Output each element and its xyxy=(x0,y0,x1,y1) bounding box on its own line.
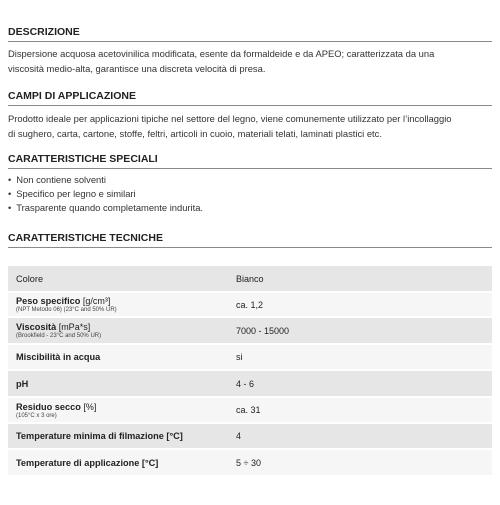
table-row xyxy=(8,397,492,423)
property-unit: [g/cm³] xyxy=(80,296,111,306)
value-cell: ca. 31 xyxy=(228,397,492,423)
property-cell xyxy=(8,292,228,317)
list-item: • Non contiene solventi xyxy=(8,173,488,187)
descrizione-line: Dispersione acquosa acetovinilica modificata, esente da formaldeide e da APEO; caratterizzata da una xyxy=(8,48,435,59)
value-cell: Bianco xyxy=(228,266,492,292)
table-row xyxy=(8,344,492,370)
value-cell: 7000 - 15000 xyxy=(228,317,492,344)
property-cell xyxy=(8,397,228,423)
table-row xyxy=(8,449,492,476)
table-row xyxy=(8,292,492,317)
value-cell: 4 - 6 xyxy=(228,370,492,397)
property-note: (Brookfield - 23°C and 50% UR) xyxy=(16,333,102,339)
speciali-title: CARATTERISTICHE SPECIALI xyxy=(8,153,492,169)
property-name: Peso specifico xyxy=(16,296,81,306)
descrizione-line: viscosità medio-alta, garantisce una discreta velocità di presa. xyxy=(8,63,266,74)
property-name: Colore xyxy=(16,273,44,284)
value-cell: 4 xyxy=(228,423,492,449)
table-row xyxy=(8,423,492,449)
property-unit: [mPa*s] xyxy=(56,322,91,332)
value-cell: 5 ÷ 30 xyxy=(228,449,492,476)
property-name: pH xyxy=(16,378,29,389)
property-cell xyxy=(8,423,228,449)
property-unit: [%] xyxy=(80,401,97,412)
value-cell: si xyxy=(228,344,492,370)
property-cell xyxy=(8,344,228,370)
property-cell xyxy=(8,317,228,344)
tecniche-title: CARATTERISTICHE TECNICHE xyxy=(8,232,492,248)
campi-line: di sughero, carta, cartone, stoffe, feltri, articoli in cuoio, materiali telati, laminati plastici etc. xyxy=(8,128,382,139)
table-row xyxy=(8,266,492,292)
list-item: • Trasparente quando completamente indurita. xyxy=(8,201,488,215)
property-cell xyxy=(8,370,228,397)
property-name: Miscibilità in acqua xyxy=(16,352,101,362)
list-item: • Specifico per legno e similari xyxy=(8,187,488,201)
property-cell xyxy=(8,449,228,476)
property-name: Temperature di applicazione [°C] xyxy=(16,457,159,468)
campi-title: CAMPI DI APPLICAZIONE xyxy=(8,90,492,106)
specs-table xyxy=(8,266,492,477)
property-note: (NPT Metodo 06) (23°C and 50% UR) xyxy=(16,307,117,313)
property-name: Residuo secco xyxy=(16,401,81,412)
property-note: (105°C x 3 ore) xyxy=(16,412,57,419)
speciali-list xyxy=(8,173,488,215)
campi-text xyxy=(8,111,496,141)
value-cell: ca. 1,2 xyxy=(228,292,492,317)
descrizione-text xyxy=(8,46,496,76)
table-row xyxy=(8,317,492,344)
property-name: Temperature minima di filmazione [°C] xyxy=(16,431,183,441)
table-row xyxy=(8,370,492,397)
campi-line: Prodotto ideale per applicazioni tipiche nel settore del legno, viene comunemente utilizzato per l’incollaggio xyxy=(8,113,452,124)
property-cell xyxy=(8,266,228,292)
property-name: Viscosità xyxy=(16,322,57,332)
descrizione-title: DESCRIZIONE xyxy=(8,26,492,42)
